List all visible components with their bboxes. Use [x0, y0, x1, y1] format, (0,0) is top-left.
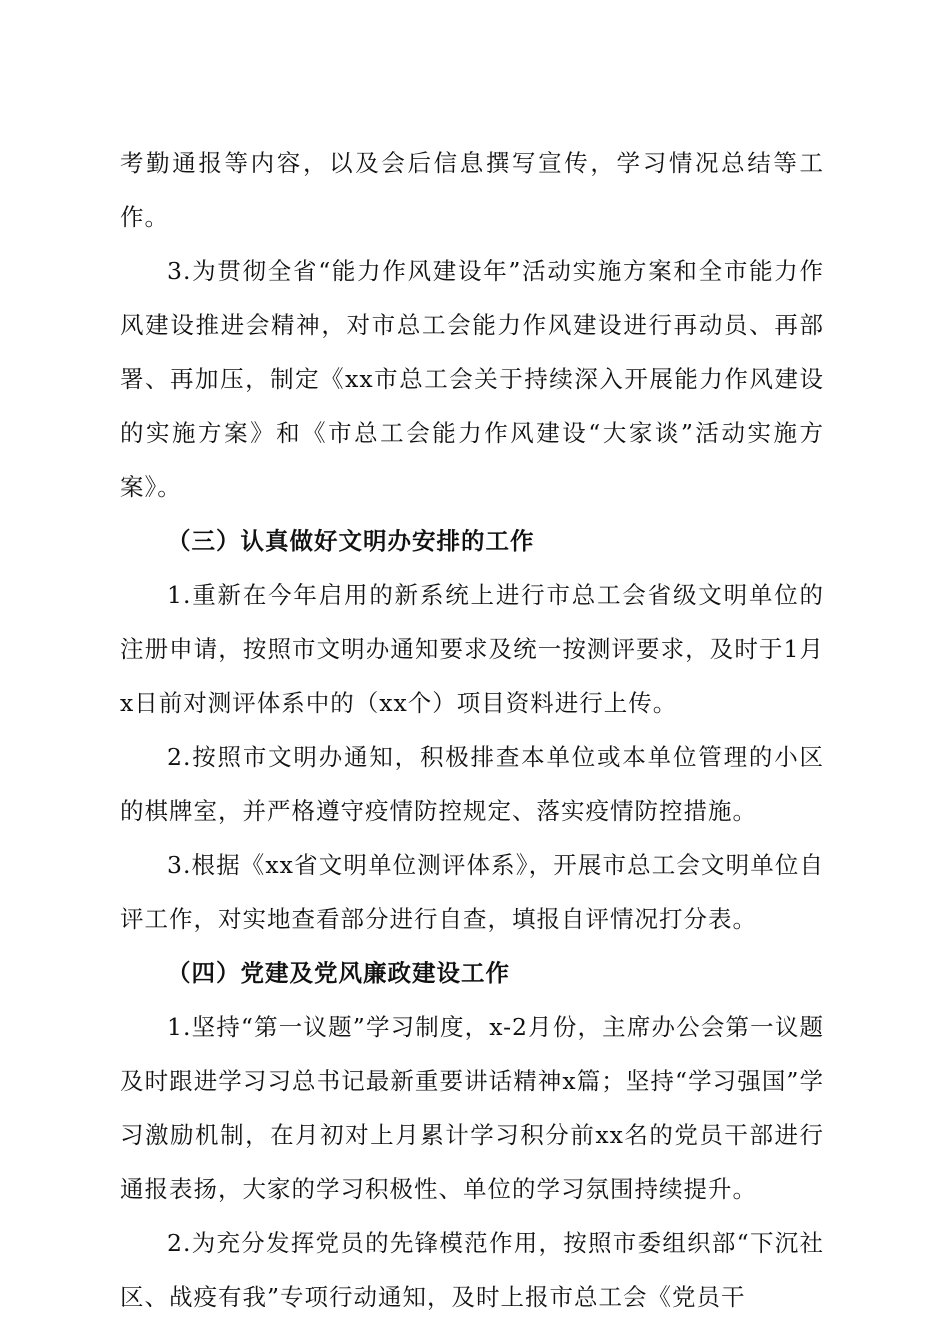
- paragraph-item-3-ability-style: 3.为贯彻全省“能力作风建设年”活动实施方案和全市能力作风建设推进会精神，对市总工会能力作风建设进行再动员、再部署、再加压，制定《xx市总工会关于持续深入开展能力作风建设的实施方案》和《市总工会能力作风建设“大家谈”活动实施方案》。: [120, 257, 824, 501]
- section-heading-3: （三）认真做好文明办安排的工作: [167, 527, 535, 555]
- section-heading-4: （四）党建及党风廉政建设工作: [167, 959, 510, 987]
- paragraph-continuation: 考勤通报等内容，以及会后信息撰写宣传，学习情况总结等工作。: [120, 149, 824, 231]
- paragraph-item-1-civilization: 1.重新在今年启用的新系统上进行市总工会省级文明单位的注册申请，按照市文明办通知要求及统一按测评要求，及时于1月x日前对测评体系中的（xx个）项目资料进行上传。: [120, 581, 824, 717]
- paragraph-item-2-party: 2.为充分发挥党员的先锋模范作用，按照市委组织部“下沉社区、战疫有我”专项行动通知，及时上报市总工会《党员干: [120, 1229, 824, 1311]
- paragraph-item-3-civilization: 3.根据《xx省文明单位测评体系》，开展市总工会文明单位自评工作，对实地查看部分进行自查，填报自评情况打分表。: [120, 851, 824, 933]
- paragraph-item-1-party: 1.坚持“第一议题”学习制度，x-2月份，主席办公会第一议题及时跟进学习习总书记最新重要讲话精神x篇；坚持“学习强国”学习激励机制，在月初对上月累计学习积分前xx名的党员干部进行通报表扬，大家的学习积极性、单位的学习氛围持续提升。: [120, 1013, 824, 1203]
- paragraph-item-2-civilization: 2.按照市文明办通知，积极排查本单位或本单位管理的小区的棋牌室，并严格遵守疫情防控规定、落实疫情防控措施。: [120, 743, 824, 825]
- document-body: [120, 136, 824, 1324]
